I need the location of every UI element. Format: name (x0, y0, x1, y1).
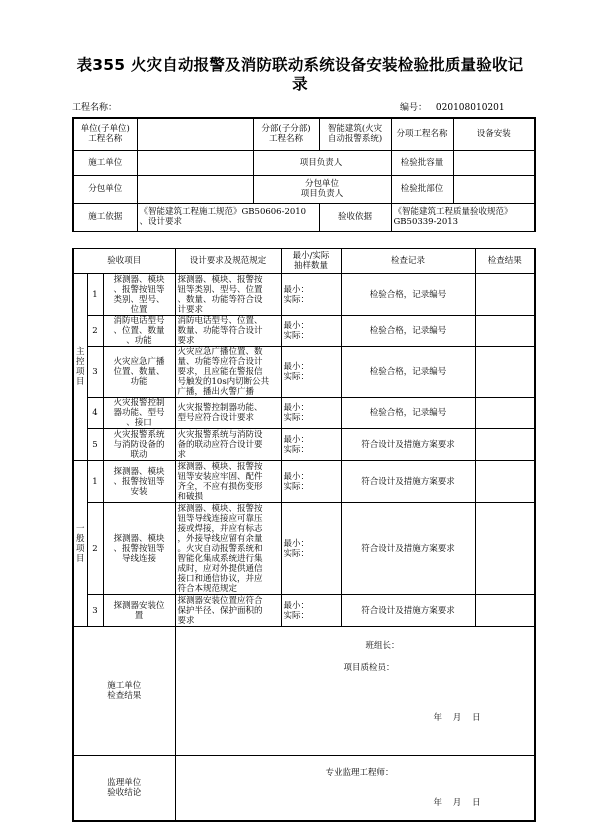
item-record: 检验合格，记录编号 (341, 274, 475, 316)
item-name: 火灾报警系统 与消防设备的 联动 (103, 429, 175, 461)
supervision-area[interactable] (175, 756, 535, 822)
code-value: 020108010201 (435, 103, 505, 113)
main-item-row (73, 274, 535, 316)
item-design: 探测器安装位置应符合 保护半径、保护面积的 要求 (175, 595, 281, 627)
unit-name-label: 单位(子单位) 工程名称 (73, 118, 137, 150)
col-record: 检查记录 (341, 249, 475, 274)
item-design: 消防电话型号、位置、 数量、功能等符合设计 要求 (175, 316, 281, 347)
item-sample: 最小： 实际： (281, 398, 341, 429)
item-sample: 最小： 实际： (281, 316, 341, 347)
team-leader-label: 班组长： (365, 641, 400, 651)
subunit-name-value: 智能建筑(火灾 自动报警系统) (319, 118, 391, 150)
item-sample: 最小： 实际： (281, 347, 341, 398)
supervision-row (73, 756, 535, 822)
item-name-value: 设备安装 (453, 118, 535, 150)
item-name: 探测器、模块 、报警按钮等 导线连接 (103, 503, 175, 595)
title-line-1: 表355 火灾自动报警及消防联动系统设备安装检验批质量验收记 (76, 56, 524, 74)
item-record: 符合设计及措施方案要求 (341, 429, 475, 461)
item-no: 2 (87, 503, 103, 595)
item-no: 3 (87, 595, 103, 627)
quality-inspector-label: 项目质检员： (343, 663, 395, 673)
supervision-engineer-label: 专业监理工程师： (325, 768, 394, 778)
col-item: 验收项目 (73, 249, 175, 274)
construction-unit-label: 施工单位 (73, 150, 137, 175)
item-name: 探测器安装位 置 (103, 595, 175, 627)
header-row-basis (73, 203, 535, 231)
page-title (60, 56, 540, 94)
item-name: 火灾报警控制 器功能、型号 、接口 (103, 398, 175, 429)
sub-lead-label: 分包单位 项目负责人 (253, 175, 391, 203)
construction-check-area[interactable] (175, 627, 535, 756)
item-no: 2 (87, 316, 103, 347)
item-sample: 最小： 实际： (281, 503, 341, 595)
general-items-body (73, 461, 535, 627)
item-result[interactable] (475, 595, 535, 627)
item-result[interactable] (475, 274, 535, 316)
general-item-label: 一 般 项 目 (73, 461, 87, 627)
construction-check-row (73, 627, 535, 756)
item-result[interactable] (475, 398, 535, 429)
batch-capacity-label: 检验批容量 (391, 150, 453, 175)
item-no: 3 (87, 347, 103, 398)
item-record: 检验合格，记录编号 (341, 347, 475, 398)
main-item-row (73, 316, 535, 347)
form-body (72, 117, 536, 232)
item-no: 4 (87, 398, 103, 429)
supervision-date: 年 月 日 (433, 798, 481, 808)
sub-unit-label: 分包单位 (73, 175, 137, 203)
col-sample: 最小/实际 抽样数量 (281, 249, 341, 274)
item-record: 符合设计及措施方案要求 (341, 595, 475, 627)
item-sample: 最小： 实际： (281, 274, 341, 316)
item-design: 火灾报警系统与消防设 备的联动应符合设计要 求 (175, 429, 281, 461)
item-record: 检验合格，记录编号 (341, 316, 475, 347)
code-field (400, 100, 505, 113)
col-result: 检查结果 (475, 249, 535, 274)
main-item-row (73, 429, 535, 461)
main-items-body (73, 274, 535, 461)
accept-basis-value: 《智能建筑工程质量验收规范》 GB50339-2013 (391, 203, 535, 231)
col-design: 设计要求及规范规定 (175, 249, 281, 274)
basis-label: 施工依据 (73, 203, 137, 231)
item-no: 1 (87, 274, 103, 316)
subunit-name-label: 分部(子分部) 工程名称 (253, 118, 319, 150)
item-no: 5 (87, 429, 103, 461)
main-item-row (73, 347, 535, 398)
item-design: 探测器、模块、报警按 钮等导线连接应可靠压 接或焊接，并应有标志 ，外接导线应留有余量 。火灾自动报警系统和 智能化集成系统进行集 成时，应对外提供通信 接口和通信协议，并应 符合本规范规定 (175, 503, 281, 595)
item-design: 探测器、模块、报警按 钮等安装应牢固、配件 齐全，不应有损伤变形 和破损 (175, 461, 281, 503)
sub-unit-value[interactable] (137, 175, 253, 203)
main-item-label: 主 控 项 目 (73, 274, 87, 461)
accept-basis-label: 验收依据 (319, 203, 391, 231)
header-row-subcontract (73, 175, 535, 203)
item-result[interactable] (475, 461, 535, 503)
header-row-unit (73, 118, 535, 150)
item-name: 探测器、模块 、报警按钮等 安装 (103, 461, 175, 503)
project-lead-label: 项目负责人 (253, 150, 391, 175)
item-design: 探测器、模块、报警按 钮等类别、型号、位置 、数量、功能等符合设 计要求 (175, 274, 281, 316)
item-name-label: 分项工程名称 (391, 118, 453, 150)
project-name-label: 工程名称： (72, 103, 118, 113)
construction-unit-value[interactable] (137, 150, 253, 175)
general-item-row (73, 503, 535, 595)
item-record: 符合设计及措施方案要求 (341, 461, 475, 503)
item-design: 火灾报警控制器功能、 型号应符合设计要求 (175, 398, 281, 429)
batch-part-value[interactable] (453, 175, 535, 203)
main-item-row (73, 398, 535, 429)
basis-value: 《智能建筑工程施工规范》GB50606-2010 、设计要求 (137, 203, 319, 231)
item-name: 火灾应急广播 位置、数量、 功能 (103, 347, 175, 398)
item-result[interactable] (475, 429, 535, 461)
item-record: 检验合格，记录编号 (341, 398, 475, 429)
column-header-row (73, 249, 535, 274)
general-item-row (73, 595, 535, 627)
item-name: 探测器、模块 、报警按钮等 类别、型号、 位置 (103, 274, 175, 316)
item-no: 1 (87, 461, 103, 503)
header-row-construction (73, 150, 535, 175)
item-record: 符合设计及措施方案要求 (341, 503, 475, 595)
inspection-items-table (72, 248, 536, 822)
code-label: 编号： (400, 103, 428, 113)
item-result[interactable] (475, 316, 535, 347)
item-name: 消防电话型号 、位置、数量 、功能 (103, 316, 175, 347)
title-line-2: 录 (292, 75, 308, 93)
supervision-label: 监理单位 验收结论 (73, 756, 175, 822)
construction-date: 年 月 日 (433, 713, 481, 723)
batch-capacity-value[interactable] (453, 150, 535, 175)
construction-check-label: 施工单位 检查结果 (73, 627, 175, 756)
general-item-row (73, 461, 535, 503)
item-sample: 最小： 实际： (281, 595, 341, 627)
item-sample: 最小： 实际： (281, 429, 341, 461)
item-result[interactable] (475, 503, 535, 595)
batch-part-label: 检验批部位 (391, 175, 453, 203)
item-result[interactable] (475, 347, 535, 398)
unit-name-value[interactable] (137, 118, 253, 150)
item-design: 火灾应急广播位置、数 量、功能等应符合设计 要求，且应能在警报信 号触发的10s内切断公共 广播，播出火警广播 (175, 347, 281, 398)
item-sample: 最小： 实际： (281, 461, 341, 503)
